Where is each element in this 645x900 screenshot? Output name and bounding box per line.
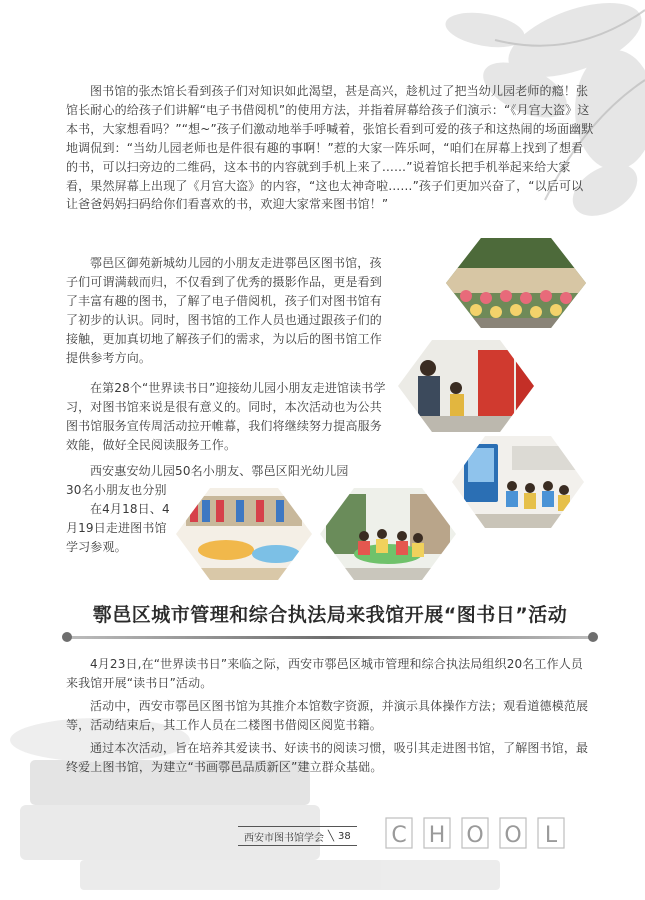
section-paragraph-1: 4月23日,在“世界读书日”来临之际，西安市鄠邑区城市管理和综合执法局组织20名工作人员来我馆开展“读书日”活动。 [66,657,584,690]
section-title: 鄠邑区城市管理和综合执法局来我馆开展“图书日”活动 [92,604,568,626]
school-letter: H [428,823,446,848]
article-paragraph-1: 图书馆的张杰馆长看到孩子们对知识如此渴望，甚是高兴，趁机过了把当幼儿园老师的瘾！张馆长耐心的给孩子们讲解“电子书借阅机”的使用方法，并指着屏幕给孩子们演示：“《月宫大盗》这本书，大家想看吗？”“想~”孩子们激动地举手呼喊着，张馆长看到可爱的孩子和这热闹的场面幽默地调侃到：“当幼儿园老师也是件很有趣的事啊！”惹的大家一阵乐呵，“咱们在屏幕上找到了想看的书，可以扫旁边的二维码，这本书的内容就到手机上来了……”说着馆长把手机举起来给大家看，果然屏幕上出现了《月宫大盗》的内容，“这也太神奇啦……”孩子们更加兴奋了，“以后可以让爸爸妈妈扫码给你们看喜欢的书，欢迎大家常来图书馆！” [66,84,594,212]
article-paragraph-3: 在第28个“世界读书日”迎接幼儿园小朋友走进馆读书学习，对图书馆来说是很有意义的。同时，本次活动也为公共图书馆服务宣传周活动拉开帷幕，我们将继续努力提高服务效能，做好全民阅读服务工作。 [66,381,386,452]
school-letter: O [504,823,522,848]
page-footer [238,826,357,846]
photo-librarian-children [398,340,534,432]
section-paragraph-3: 通过本次活动，旨在培养其爱读书、好读书的阅读习惯，吸引其走进图书馆，了解图书馆，最终爱上图书馆，为建立“书画鄠邑品质新区”建立群众基础。 [66,741,589,774]
footer-separator-icon: ╲ [328,830,335,842]
page-number: 38 [338,830,351,842]
school-letter: C [391,823,407,848]
article-paragraph-4-part-2: 在4月18日、4月19日走进图书馆学习参观。 [66,501,170,554]
footer-publisher: 西安市图书馆学会 [244,832,324,844]
school-letter: L [544,823,558,848]
article-paragraph-2: 鄠邑区御苑新城幼儿园的小朋友走进鄠邑区图书馆，孩子们可谓满载而归，不仅看到了优秀的摄影作品，更是看到了丰富有趣的图书，了解了电子借阅机，孩子们对图书馆有了初步的认识。同时，图书馆的工作人员也通过跟孩子们的接触，更加真切地了解孩子们的需求，为以后的图书馆工作提供参考方向。 [66,256,382,365]
article-paragraph-4-part-1: 西安惠安幼儿园50名小朋友、鄠邑区阳光幼儿园30名小朋友也分别 [66,464,349,497]
school-letter: O [466,823,484,848]
photo-electronic-book-machine [452,436,584,528]
section-paragraph-2: 活动中，西安市鄠邑区图书馆为其推介本馆数字资源，并演示具体操作方法；观看道德模范展等，活动结束后，其工作人员在二楼图书借阅区阅览书籍。 [66,699,589,732]
title-divider [66,636,594,639]
